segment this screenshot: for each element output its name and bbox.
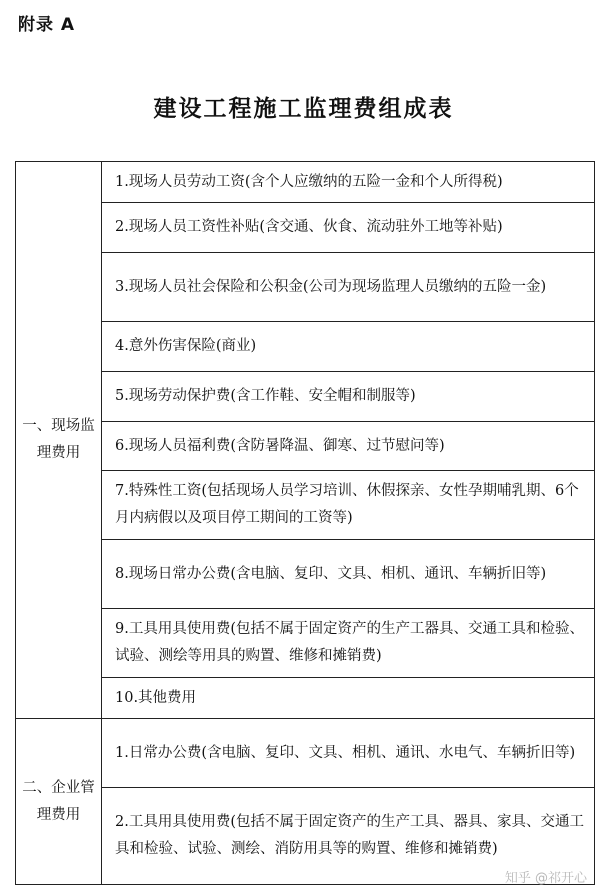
table-row	[16, 471, 595, 540]
fee-item: 10.其他费用	[102, 678, 595, 719]
fee-item: 7.特殊性工资(包括现场人员学习培训、休假探亲、女性孕期哺乳期、6个月内病假以及项目停工期间的工资等)	[102, 471, 595, 540]
fee-item: 6.现场人员福利费(含防暑降温、御寒、过节慰问等)	[102, 422, 595, 471]
table-row	[16, 162, 595, 203]
fee-item: 9.工具用具使用费(包括不属于固定资产的生产工器具、交通工具和检验、试验、测绘等用具的购置、维修和摊销费)	[102, 609, 595, 678]
fee-item: 3.现场人员社会保险和公积金(公司为现场监理人员缴纳的五险一金)	[102, 253, 595, 322]
table-row	[16, 719, 595, 788]
fee-item: 8.现场日常办公费(含电脑、复印、文具、相机、通讯、车辆折旧等)	[102, 540, 595, 609]
table-row	[16, 322, 595, 372]
page-title: 建设工程施工监理费组成表	[153, 95, 454, 122]
appendix-label: 附录 A	[18, 15, 76, 35]
table-row	[16, 609, 595, 678]
fee-composition-table	[15, 161, 595, 885]
table-row	[16, 253, 595, 322]
category-cell-onsite: 一、现场监理费用	[16, 162, 102, 719]
fee-item: 2.工具用具使用费(包括不属于固定资产的生产工具、器具、家具、交通工具和检验、试验、测绘、消防用具等的购置、维修和摊销费)	[102, 788, 595, 885]
fee-item: 2.现场人员工资性补贴(含交通、伙食、流动驻外工地等补贴)	[102, 203, 595, 253]
table-row	[16, 372, 595, 422]
category-cell-enterprise: 二、企业管理费用	[16, 719, 102, 885]
table-row	[16, 540, 595, 609]
table-row	[16, 678, 595, 719]
table-row	[16, 203, 595, 253]
fee-item: 1.现场人员劳动工资(含个人应缴纳的五险一金和个人所得税)	[102, 162, 595, 203]
fee-item: 5.现场劳动保护费(含工作鞋、安全帽和制服等)	[102, 372, 595, 422]
watermark: 知乎 @祁开心	[504, 871, 587, 886]
table-row	[16, 422, 595, 471]
fee-item: 1.日常办公费(含电脑、复印、文具、相机、通讯、水电气、车辆折旧等)	[102, 719, 595, 788]
fee-item: 4.意外伤害保险(商业)	[102, 322, 595, 372]
